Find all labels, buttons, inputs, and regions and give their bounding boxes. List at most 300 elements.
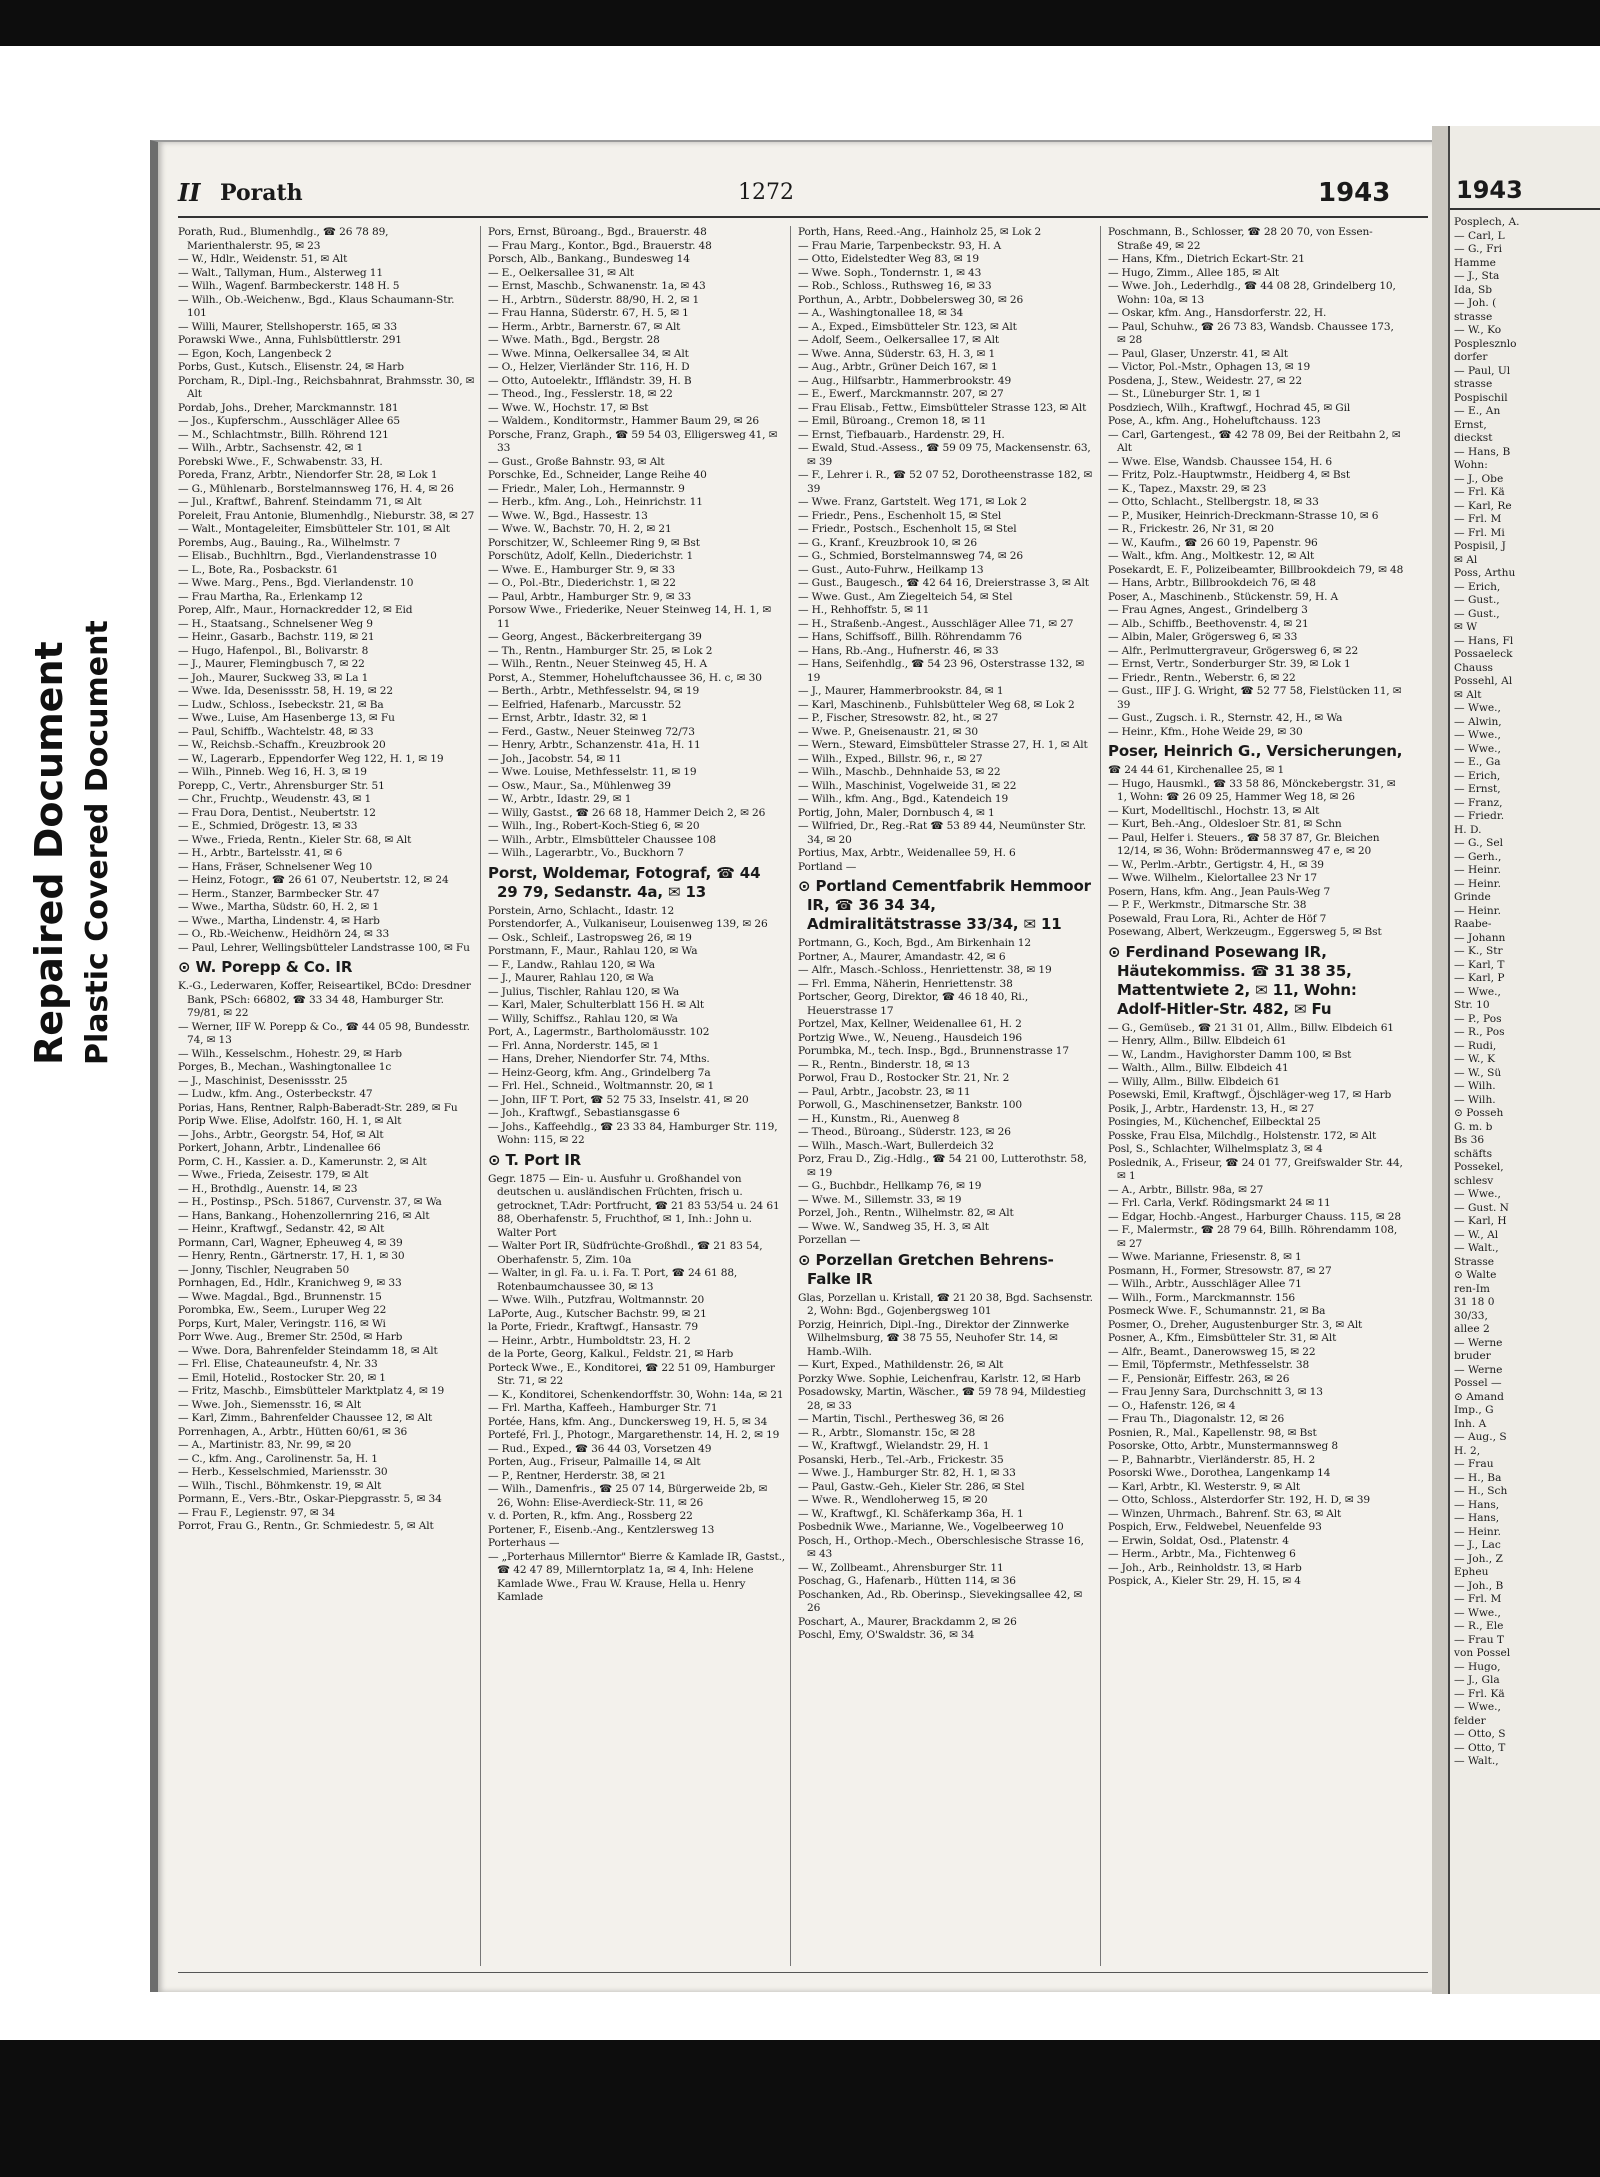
directory-entry: Posdziech, Wilh., Kraftwgf., Hochrad 45, ✉ Gil bbox=[1108, 401, 1351, 414]
facing-entry-fragment: — W., K bbox=[1454, 1053, 1496, 1065]
directory-entry: — Friedr., Maler, Loh., Hermannstr. 9 bbox=[488, 482, 685, 495]
directory-entry: Porwol, Frau D., Rostocker Str. 21, Nr. 2 bbox=[798, 1072, 1010, 1084]
facing-entry-fragment: von Possel bbox=[1454, 1647, 1511, 1659]
directory-entry: — Herb., Kesselschmied, Mariensstr. 30 bbox=[178, 1466, 388, 1478]
directory-entry: Porath, Rud., Blumenhdlg., ☎ 26 78 89, Marienthalerstr. 95, ✉ 23 bbox=[178, 226, 389, 252]
directory-entry: — Oskar, kfm. Ang., Hansdorferstr. 22, H. bbox=[1108, 307, 1327, 319]
directory-entry: de la Porte, Georg, Kalkul., Feldstr. 21, ✉ Harb bbox=[488, 1348, 734, 1360]
facing-entry-fragment: — R., Ele bbox=[1454, 1620, 1504, 1632]
directory-entry: — Walter, in gl. Fa. u. i. Fa. T. Port, ☎ 24 61 88, Rotenbaumchaussee 30, ✉ 13 bbox=[488, 1267, 738, 1293]
directory-entry: — Victor, Pol.-Mstr., Ophagen 13, ✉ 19 bbox=[1108, 361, 1311, 373]
page-edge bbox=[1432, 126, 1448, 1994]
directory-entry: — Herm., Arbtr., Ma., Fichtenweg 6 bbox=[1108, 1548, 1296, 1560]
facing-entry-fragment: Poss, Arthu bbox=[1454, 567, 1516, 579]
directory-entry: — Hans, Schiffsoff., Billh. Röhrendamm 76 bbox=[798, 631, 1022, 643]
directory-entry: Porstendorfer, A., Vulkaniseur, Louisenweg 139, ✉ 26 bbox=[488, 918, 768, 930]
directory-entry: — Willy, Gastst., ☎ 26 68 18, Hammer Deich 2, ✉ 26 bbox=[488, 806, 766, 819]
directory-entry: — Joh., Kraftwgf., Sebastiansgasse 6 bbox=[488, 1107, 680, 1119]
directory-entry: — J., Maurer, Hammerbrookstr. 84, ✉ 1 bbox=[798, 685, 1004, 697]
directory-entry: — Frl. Anna, Norderstr. 145, ✉ 1 bbox=[488, 1039, 660, 1052]
directory-entry: — Otto, Eidelstedter Weg 83, ✉ 19 bbox=[798, 253, 979, 265]
directory-entry: Posnien, R., Mal., Kapellenstr. 98, ✉ Bst bbox=[1108, 1426, 1317, 1439]
facing-entry-fragment: Ida, Sb bbox=[1454, 283, 1493, 296]
directory-entry: — Paul, Helfer i. Steuers., ☎ 58 37 87, Gr. Bleichen 12/14, ✉ 36, Wohn: Brödermannsweg 47 e, ✉ 20 bbox=[1108, 831, 1380, 857]
directory-entry: — Wwe. Marianne, Friesenstr. 8, ✉ 1 bbox=[1108, 1251, 1302, 1263]
directory-entry: Porst, A., Stemmer, Hoheluftchaussee 36, H. c, ✉ 30 bbox=[488, 671, 762, 684]
directory-entry: Poreda, Franz, Arbtr., Niendorfer Str. 28, ✉ Lok 1 bbox=[178, 469, 438, 481]
directory-entry: — Frl. Carla, Verkf. Rödingsmarkt 24 ✉ 11 bbox=[1108, 1197, 1331, 1209]
facing-entry-fragment: — Ernst, bbox=[1454, 783, 1501, 795]
directory-entry: — E., Schmied, Drögestr. 13, ✉ 33 bbox=[178, 820, 358, 832]
directory-entry: — St., Lüneburger Str. 1, ✉ 1 bbox=[1108, 388, 1261, 400]
facing-entry-fragment: Strasse bbox=[1454, 1255, 1495, 1268]
directory-entry: Porrot, Frau G., Rentn., Gr. Schmiedestr. 5, ✉ Alt bbox=[178, 1520, 434, 1532]
directory-entry: Porth, Hans, Reed.-Ang., Hainholz 25, ✉ Lok 2 bbox=[798, 226, 1042, 238]
facing-entry-fragment: — Frau bbox=[1454, 1458, 1494, 1470]
facing-entry-fragment: Ernst, bbox=[1454, 418, 1487, 431]
directory-entry: Glas, Porzellan u. Kristall, ☎ 21 20 38, Bgd. Sachsenstr. 2, Wohn: Bgd., Gojenbergsweg 101 bbox=[798, 1291, 1093, 1317]
directory-entry: Posekardt, E. F., Polizeibeamter, Billbrookdeich 79, ✉ 48 bbox=[1108, 563, 1404, 576]
directory-entry: — Walth., Allm., Billw. Elbdeich 41 bbox=[1108, 1062, 1289, 1074]
directory-entry: — Rob., Schloss., Ruthsweg 16, ✉ 33 bbox=[798, 280, 992, 292]
facing-entry-fragment: — P., Pos bbox=[1454, 1012, 1502, 1025]
facing-entry-fragment: Grinde bbox=[1454, 891, 1491, 903]
directory-entry: — Willy, Schiffsz., Rahlau 120, ✉ Wa bbox=[488, 1012, 678, 1025]
directory-entry: — „Porterhaus Millerntor" Bierre & Kamlade IR, Gastst., ☎ 42 47 89, Millerntorplatz 1a, ✉ 4, Inh: Helene Kamlade Wwe., Frau W. Krause, Hella u. Henry Kamlade bbox=[488, 1550, 785, 1603]
facing-entry-fragment: bruder bbox=[1454, 1350, 1491, 1362]
facing-entry-fragment: H. D. bbox=[1454, 823, 1482, 836]
facing-entry-fragment: felder bbox=[1454, 1714, 1486, 1727]
facing-entry-fragment: — Otto, S bbox=[1454, 1728, 1506, 1740]
facing-entry-fragment: — Friedr. bbox=[1454, 810, 1505, 822]
directory-entry: — Willy, Allm., Billw. Elbdeich 61 bbox=[1108, 1075, 1281, 1088]
directory-entry: — K., Konditorei, Schenkendorffstr. 30, Wohn: 14a, ✉ 21 bbox=[488, 1388, 784, 1401]
directory-entry: — Frl. Martha, Kaffeeh., Hamburger Str. 71 bbox=[488, 1402, 718, 1414]
page-header bbox=[178, 178, 1428, 214]
directory-entry: — Emil, Töpfermstr., Methfesselstr. 38 bbox=[1108, 1359, 1310, 1371]
facing-entry-fragment: — Hans, B bbox=[1454, 445, 1511, 458]
facing-entry-fragment: — Frau T bbox=[1454, 1633, 1504, 1646]
directory-entry: — Joh., Arb., Reinholdstr. 13, ✉ Harb bbox=[1108, 1561, 1302, 1574]
directory-advert-heading: Poser, Heinrich G., Versicherungen, bbox=[1108, 742, 1403, 760]
facing-entry-fragment: — Rudi, bbox=[1454, 1039, 1497, 1052]
directory-page bbox=[150, 140, 1443, 1992]
directory-entry: — A., Arbtr., Billstr. 98a, ✉ 27 bbox=[1108, 1183, 1264, 1196]
scan-top-border bbox=[0, 0, 1600, 46]
directory-entry: — Otto, Schloss., Alsterdorfer Str. 192, H. D, ✉ 39 bbox=[1108, 1494, 1370, 1506]
directory-entry: Poschanken, Ad., Rb. Oberinsp., Sievekingsallee 42, ✉ 26 bbox=[798, 1588, 1083, 1614]
facing-entry-fragment: Inh. A bbox=[1454, 1417, 1487, 1430]
directory-entry: — Wilh., Maschb., Dehnhaide 53, ✉ 22 bbox=[798, 766, 1001, 778]
directory-entry: K.-G., Lederwaren, Koffer, Reiseartikel, BCdo: Dresdner Bank, PSch: 66802, ☎ 33 34 48, Hamburger Str. 79/81, ✉ 22 bbox=[178, 980, 471, 1019]
directory-entry: Pordab, Johs., Dreher, Marckmannstr. 181 bbox=[178, 401, 399, 414]
directory-entry: — H., Brothdlg., Auenstr. 14, ✉ 23 bbox=[178, 1182, 358, 1195]
directory-entry: — Frau Dora, Dentist., Neubertstr. 12 bbox=[178, 806, 376, 819]
directory-entry: — A., Martinistr. 83, Nr. 99, ✉ 20 bbox=[178, 1439, 352, 1451]
directory-entry: Porm, C. H., Kassier. a. D., Kamerunstr. 2, ✉ Alt bbox=[178, 1155, 427, 1168]
directory-entry: Porterhaus — bbox=[488, 1537, 560, 1549]
footer-rule bbox=[178, 1972, 1428, 1973]
directory-entry: — Albin, Maler, Grögersweg 6, ✉ 33 bbox=[1108, 631, 1298, 643]
directory-entry: — Erwin, Soldat, Osd., Platenstr. 4 bbox=[1108, 1534, 1289, 1547]
directory-entry: — Hans, Kfm., Dietrich Eckart-Str. 21 bbox=[1108, 253, 1305, 265]
facing-entry-fragment: Possaeleck bbox=[1454, 648, 1513, 660]
column-4 bbox=[1108, 226, 1405, 1966]
directory-entry: — Eelfried, Hafenarb., Marcusstr. 52 bbox=[488, 698, 682, 711]
directory-entry: — Wilh., Rentn., Neuer Steinweg 45, H. A bbox=[488, 658, 707, 670]
directory-entry: — Heinz, Fotogr., ☎ 26 61 07, Neubertstr. 12, ✉ 24 bbox=[178, 874, 449, 886]
directory-entry: — Kurt, Exped., Mathildenstr. 26, ✉ Alt bbox=[798, 1359, 1004, 1371]
facing-entry-fragment: dorfer bbox=[1454, 351, 1488, 363]
directory-entry: Posern, Hans, kfm. Ang., Jean Pauls-Weg 7 bbox=[1108, 885, 1331, 898]
facing-entry-fragment: — Wilh. bbox=[1454, 1093, 1496, 1106]
directory-entry: — C., kfm. Ang., Carolinenstr. 5a, H. 1 bbox=[178, 1452, 378, 1465]
facing-entry-fragment: — K., Str bbox=[1454, 945, 1503, 957]
facing-entry-fragment: — Wwe., bbox=[1454, 985, 1501, 998]
directory-entry: — Gust., Auto-Fuhrw., Heilkamp 13 bbox=[798, 563, 984, 576]
directory-entry: — Wwe. W., Bachstr. 70, H. 2, ✉ 21 bbox=[488, 523, 672, 535]
directory-entry: — Wwe. Louise, Methfesselstr. 11, ✉ 19 bbox=[488, 766, 697, 778]
directory-entry: — Wwe. M., Sillemstr. 33, ✉ 19 bbox=[798, 1193, 962, 1206]
page-number: 1272 bbox=[738, 180, 794, 205]
directory-entry: — O., Hafenstr. 126, ✉ 4 bbox=[1108, 1399, 1236, 1412]
directory-entry: Porps, Kurt, Maler, Veringstr. 116, ✉ Wi bbox=[178, 1317, 386, 1330]
directory-entry: Posdena, J., Stew., Weidestr. 27, ✉ 22 bbox=[1108, 374, 1302, 387]
facing-entry-fragment: — Frl. Kä bbox=[1454, 486, 1505, 498]
facing-entry-fragment: ✉ W bbox=[1454, 621, 1478, 633]
directory-entry: Porbs, Gust., Kutsch., Elisenstr. 24, ✉ Harb bbox=[178, 361, 404, 373]
directory-entry: — Frl. Emma, Näherin, Henriettenstr. 38 bbox=[798, 977, 1013, 990]
directory-entry: Portzel, Max, Kellner, Weidenallee 61, H. 2 bbox=[798, 1018, 1022, 1030]
facing-entry-fragment: H. 2, bbox=[1454, 1444, 1481, 1457]
directory-entry: — Wilh., Wagenf. Barmbeckerstr. 148 H. 5 bbox=[178, 280, 400, 292]
directory-entry: — Ernst, Maschb., Schwanenstr. 1a, ✉ 43 bbox=[488, 280, 706, 292]
directory-entry: — Martin, Tischl., Perthesweg 36, ✉ 26 bbox=[798, 1413, 1005, 1425]
facing-entry-fragment: — Wwe., bbox=[1454, 1606, 1501, 1619]
directory-entry: — Theod., Ing., Fesslerstr. 18, ✉ 22 bbox=[488, 388, 673, 400]
directory-entry: — Wilh., Arbtr., Elmsbütteler Chaussee 108 bbox=[488, 833, 716, 846]
directory-entry: — Wwe. Ida, Desenissstr. 58, H. 19, ✉ 22 bbox=[178, 685, 393, 697]
directory-entry: — Wilh., Maschinist, Vogelweide 31, ✉ 22 bbox=[798, 779, 1017, 792]
facing-entry-fragment: — Karl, H bbox=[1454, 1215, 1507, 1227]
directory-entry: — W., Arbtr., Idastr. 29, ✉ 1 bbox=[488, 793, 632, 805]
directory-entry: — Frau Marg., Kontor., Bgd., Brauerstr. 48 bbox=[488, 239, 712, 252]
directory-entry: — O., Rb.-Weichenw., Heidhörn 24, ✉ 33 bbox=[178, 928, 390, 940]
facing-entry-fragment: Possehl, Al bbox=[1454, 675, 1513, 687]
directory-entry: — Paul, Lehrer, Wellingsbütteler Landstrasse 100, ✉ Fu bbox=[178, 941, 470, 954]
directory-entry: Porawski Wwe., Anna, Fuhlsbüttlerstr. 291 bbox=[178, 334, 402, 346]
directory-entry: — Wwe. P., Gneisenaustr. 21, ✉ 30 bbox=[798, 725, 978, 738]
directory-entry: — Herb., kfm. Ang., Loh., Heinrichstr. 11 bbox=[488, 496, 703, 508]
directory-entry: Portener, F., Eisenb.-Ang., Kentzlersweg 13 bbox=[488, 1523, 715, 1536]
directory-entry: Port, A., Lagermstr., Bartholomäusstr. 102 bbox=[488, 1026, 710, 1038]
directory-entry: Portner, A., Maurer, Amandastr. 42, ✉ 6 bbox=[798, 950, 1006, 963]
facing-entry-fragment: — Wwe., bbox=[1454, 742, 1501, 755]
directory-entry: — Berth., Arbtr., Methfesselstr. 94, ✉ 19 bbox=[488, 685, 700, 697]
directory-entry: — J., Maurer, Rahlau 120, ✉ Wa bbox=[488, 972, 654, 984]
directory-entry: Porstein, Arno, Schlacht., Idastr. 12 bbox=[488, 904, 675, 917]
facing-entry-fragment: Imp., G bbox=[1454, 1404, 1494, 1416]
directory-entry: — Wwe. W., Bgd., Hassestr. 13 bbox=[488, 509, 648, 522]
directory-advert-heading: ⊙ Ferdinand Posewang IR, Häutekommiss. ☎ 31 38 35, Mattentwiete 2, ✉ 11, Wohn: Adolf-Hitler-Str. 482, ✉ Fu bbox=[1108, 942, 1357, 1018]
facing-entry-fragment: — Gerh., bbox=[1454, 850, 1502, 863]
directory-entry: — Walter Port IR, Südfrüchte-Großhdl., ☎ 21 83 54, Oberhafenstr. 5, Zim. 10a bbox=[488, 1240, 763, 1266]
directory-entry: — Wern., Steward, Eimsbütteler Strasse 27, H. 1, ✉ Alt bbox=[798, 739, 1088, 751]
facing-entry-fragment: — J., Lac bbox=[1454, 1539, 1501, 1551]
facing-entry-fragment: — W., Sü bbox=[1454, 1066, 1502, 1079]
facing-entry-fragment: — Joh., Z bbox=[1454, 1552, 1503, 1565]
directory-entry: Porzellan — bbox=[798, 1234, 861, 1246]
facing-entry-fragment: — Frl. Mi bbox=[1454, 526, 1505, 539]
directory-entry: Porebski Wwe., F., Schwabenstr. 33, H. bbox=[178, 455, 383, 468]
facing-entry-fragment: — Wilh. bbox=[1454, 1080, 1496, 1092]
directory-entry: — Julius, Tischler, Rahlau 120, ✉ Wa bbox=[488, 985, 680, 998]
directory-entry: — Wilh., Tischl., Böhmkenstr. 19, ✉ Alt bbox=[178, 1479, 382, 1492]
directory-entry: — Wwe., Luise, Am Hasenberge 13, ✉ Fu bbox=[178, 712, 395, 724]
facing-entry-fragment: — Hans, bbox=[1454, 1498, 1500, 1511]
directory-entry: Porias, Hans, Rentner, Ralph-Baberadt-Str. 289, ✉ Fu bbox=[178, 1101, 458, 1114]
directory-entry: — Hans, Arbtr., Billbrookdeich 76, ✉ 48 bbox=[1108, 577, 1316, 589]
facing-entry-fragment: Pospisil, J bbox=[1454, 540, 1506, 552]
directory-entry: — Paul, Schuhw., ☎ 26 73 83, Wandsb. Chaussee 173, ✉ 28 bbox=[1108, 320, 1394, 346]
directory-entry: Poschag, G., Hafenarb., Hütten 114, ✉ 36 bbox=[798, 1575, 1016, 1587]
directory-entry: — Osk., Schleif., Lastropsweg 26, ✉ 19 bbox=[488, 931, 692, 944]
facing-entry-fragment: — Frl. M bbox=[1454, 1593, 1502, 1605]
directory-entry: — F., Pensionär, Eiffestr. 263, ✉ 26 bbox=[1108, 1372, 1290, 1385]
directory-entry: Pospick, A., Kieler Str. 29, H. 15, ✉ 4 bbox=[1108, 1575, 1301, 1587]
directory-entry: — Ernst, Vertr., Sonderburger Str. 39, ✉ Lok 1 bbox=[1108, 658, 1351, 670]
directory-entry: — Friedr., Postsch., Eschenholt 15, ✉ Stel bbox=[798, 523, 1017, 535]
directory-entry: — Alfr., Beamt., Danerowsweg 15, ✉ 22 bbox=[1108, 1345, 1316, 1358]
directory-entry: — Frau Marie, Tarpenbeckstr. 93, H. A bbox=[798, 239, 1002, 252]
facing-entry-fragment: — Erich, bbox=[1454, 580, 1501, 593]
facing-entry-fragment: — Werne bbox=[1454, 1336, 1503, 1349]
facing-entry-fragment: — W., Al bbox=[1454, 1228, 1499, 1241]
directory-entry: — Herm., Arbtr., Barnerstr. 67, ✉ Alt bbox=[488, 320, 681, 333]
directory-entry: — Hugo, Hafenpol., Bl., Bolivarstr. 8 bbox=[178, 644, 369, 657]
directory-entry: — W., Landm., Havighorster Damm 100, ✉ Bst bbox=[1108, 1048, 1352, 1061]
directory-entry: — Edgar, Hochb.-Angest., Harburger Chauss. 115, ✉ 28 bbox=[1108, 1210, 1401, 1223]
directory-entry: Porz, Frau D., Zig.-Hdlg., ☎ 54 21 00, Lutterothstr. 58, ✉ 19 bbox=[798, 1153, 1087, 1179]
facing-entry-fragment: — Johann bbox=[1454, 931, 1506, 944]
directory-entry: — Wilh., Kesselschm., Hohestr. 29, ✉ Harb bbox=[178, 1047, 402, 1060]
directory-entry: Portig, John, Maler, Dornbusch 4, ✉ 1 bbox=[798, 806, 995, 819]
facing-entry-fragment: — G., Fri bbox=[1454, 243, 1502, 255]
directory-entry: — Wwe. Magdal., Bgd., Brunnenstr. 15 bbox=[178, 1290, 382, 1303]
facing-entry-fragment: 30/33, bbox=[1454, 1309, 1488, 1322]
directory-entry: — Wwe. Marg., Pens., Bgd. Vierlandenstr. 10 bbox=[178, 577, 414, 589]
column-divider bbox=[1100, 226, 1101, 1966]
facing-entry-fragment: — E., An bbox=[1454, 405, 1501, 417]
directory-entry: — Paul, Schiffb., Wachtelstr. 48, ✉ 33 bbox=[178, 725, 374, 738]
directory-entry: — Wilh., Masch.-Wart, Bullerdeich 32 bbox=[798, 1139, 994, 1152]
directory-entry: — A., Washingtonallee 18, ✉ 34 bbox=[798, 307, 964, 319]
directory-entry: Portefé, Frl. J., Photogr., Margarethenstr. 14, H. 2, ✉ 19 bbox=[488, 1429, 780, 1441]
facing-entry-fragment: strasse bbox=[1454, 378, 1493, 390]
directory-entry: — G., Schmied, Borstelmannsweg 74, ✉ 26 bbox=[798, 550, 1023, 562]
directory-entry: Portée, Hans, kfm. Ang., Dunckersweg 19, H. 5, ✉ 34 bbox=[488, 1415, 768, 1428]
directory-entry: — Joh., Maurer, Suckweg 33, ✉ La 1 bbox=[178, 671, 369, 684]
facing-entry-fragment: — Heinr. bbox=[1454, 864, 1501, 876]
facing-entry-fragment: — Alwin, bbox=[1454, 715, 1502, 728]
directory-entry: Portland — bbox=[798, 860, 857, 873]
facing-entry-fragment: — Joh. ( bbox=[1454, 297, 1497, 309]
directory-entry: Posmann, H., Former, Stresowstr. 87, ✉ 27 bbox=[1108, 1264, 1332, 1277]
directory-entry: — Frau Th., Diagonalstr. 12, ✉ 26 bbox=[1108, 1413, 1285, 1425]
directory-entry: Porschütz, Adolf, Kelln., Diederichstr. 1 bbox=[488, 550, 694, 562]
directory-entry: — Werner, IIF W. Porepp & Co., ☎ 44 05 98, Bundesstr. 74, ✉ 13 bbox=[178, 1020, 470, 1046]
directory-entry: — Frau Jenny Sara, Durchschnitt 3, ✉ 13 bbox=[1108, 1386, 1323, 1398]
facing-entry-fragment: — Joh., B bbox=[1454, 1579, 1504, 1592]
directory-entry: — J., Maurer, Flemingbusch 7, ✉ 22 bbox=[178, 658, 365, 670]
directory-entry: Poreleit, Frau Antonie, Blumenhdlg., Nieburstr. 38, ✉ 27 bbox=[178, 509, 475, 522]
directory-entry: — Karl, Maschinenb., Fuhlsbütteler Weg 68, ✉ Lok 2 bbox=[798, 698, 1075, 711]
directory-entry: — Wilh., Ing., Robert-Koch-Stieg 6, ✉ 20 bbox=[488, 820, 700, 832]
directory-entry: ☎ 24 44 61, Kirchenallee 25, ✉ 1 bbox=[1108, 764, 1285, 776]
facing-entry-fragment: — Hugo, bbox=[1454, 1660, 1501, 1673]
facing-entry-fragment: — Wwe., bbox=[1454, 1188, 1501, 1200]
directory-entry: — Gust., IIF J. G. Wright, ☎ 52 77 58, Fielstücken 11, ✉ 39 bbox=[1108, 685, 1402, 711]
directory-entry: — Egon, Koch, Langenbeck 2 bbox=[178, 347, 332, 360]
directory-entry: — Wwe. Else, Wandsb. Chaussee 154, H. 6 bbox=[1108, 455, 1332, 468]
directory-entry: Posadowsky, Martin, Wäscher., ☎ 59 78 94, Mildestieg 28, ✉ 33 bbox=[798, 1386, 1086, 1412]
directory-entry: Portzig Wwe., W., Neueng., Hausdeich 196 bbox=[798, 1031, 1022, 1044]
directory-entry: — Wwe., Martha, Südstr. 60, H. 2, ✉ 1 bbox=[178, 901, 379, 913]
directory-entry: Posske, Frau Elsa, Milchdlg., Holstenstr. 172, ✉ Alt bbox=[1108, 1129, 1377, 1142]
running-head: Porath bbox=[220, 180, 303, 206]
facing-entry-fragment: ⊙ Amand bbox=[1454, 1390, 1504, 1403]
directory-entry: — Wwe. Anna, Süderstr. 63, H. 3, ✉ 1 bbox=[798, 347, 996, 360]
facing-entry-fragment: — Frl. Kä bbox=[1454, 1687, 1505, 1700]
facing-entry-fragment: schäfts bbox=[1454, 1147, 1493, 1160]
facing-entry-fragment: 31 18 0 bbox=[1454, 1296, 1495, 1308]
directory-entry: Posmeck Wwe. F., Schumannstr. 21, ✉ Ba bbox=[1108, 1305, 1326, 1317]
facing-entry-fragment: — Karl, Re bbox=[1454, 499, 1512, 512]
directory-entry: — Heinz-Georg, kfm. Ang., Grindelberg 7a bbox=[488, 1066, 711, 1079]
directory-entry: Portius, Max, Arbtr., Weidenallee 59, H. 6 bbox=[798, 847, 1016, 859]
facing-entry-fragment: Posplesznlo bbox=[1454, 337, 1517, 350]
directory-entry: — Paul, Arbtr., Jacobstr. 23, ✉ 11 bbox=[798, 1085, 971, 1098]
directory-entry: — W., Zollbeamt., Ahrensburger Str. 11 bbox=[798, 1561, 1004, 1574]
directory-entry: Posorske, Otto, Arbtr., Munstermannsweg 8 bbox=[1108, 1440, 1338, 1452]
directory-entry: Pormann, Carl, Wagner, Epheuweg 4, ✉ 39 bbox=[178, 1236, 403, 1249]
directory-entry: — Emil, Büroang., Cremon 18, ✉ 11 bbox=[798, 415, 987, 427]
directory-entry: — Walt., Montageleiter, Eimsbütteler Str. 101, ✉ Alt bbox=[178, 523, 450, 535]
facing-entry-fragment: Posplech, A. bbox=[1454, 216, 1520, 228]
directory-entry: Porkert, Johann, Arbtr., Lindenallee 66 bbox=[178, 1142, 381, 1154]
directory-entry: Posl, S., Schlachter, Wilhelmsplatz 3, ✉ 4 bbox=[1108, 1143, 1323, 1155]
column-divider bbox=[480, 226, 481, 1966]
directory-entry: — H., Arbtrn., Süderstr. 88/90, H. 2, ✉ 1 bbox=[488, 293, 700, 306]
directory-entry: — Carl, Gartengest., ☎ 42 78 09, Bei der Reitbahn 2, ✉ Alt bbox=[1108, 428, 1401, 454]
directory-entry: Poschart, A., Maurer, Brackdamm 2, ✉ 26 bbox=[798, 1615, 1017, 1628]
directory-entry: — Paul, Glaser, Unzerstr. 41, ✉ Alt bbox=[1108, 347, 1288, 360]
directory-entry: Posmer, O., Dreher, Augustenburger Str. 3, ✉ Alt bbox=[1108, 1318, 1363, 1331]
directory-entry: — W., Lagerarb., Eppendorfer Weg 122, H. 1, ✉ 19 bbox=[178, 752, 444, 765]
directory-entry: — Wwe. Gust., Am Ziegelteich 54, ✉ Stel bbox=[798, 590, 1013, 603]
directory-entry: — H., Staatsang., Schnelsener Weg 9 bbox=[178, 617, 373, 630]
directory-entry: — Wwe. E., Hamburger Str. 9, ✉ 33 bbox=[488, 563, 675, 576]
facing-entry-fragment: Possel — bbox=[1454, 1377, 1502, 1389]
directory-entry: — R., Arbtr., Slomanstr. 15c, ✉ 28 bbox=[798, 1426, 976, 1439]
directory-entry: — H., Arbtr., Bartelsstr. 41, ✉ 6 bbox=[178, 847, 343, 859]
directory-entry: — Emil, Hotelid., Rostocker Str. 20, ✉ 1 bbox=[178, 1371, 386, 1384]
directory-entry: — W., Reichsb.-Schaffn., Kreuzbrook 20 bbox=[178, 739, 386, 751]
directory-entry: — Frau F., Legienstr. 97, ✉ 34 bbox=[178, 1506, 336, 1519]
facing-entry-fragment: Epheu bbox=[1454, 1566, 1489, 1578]
facing-entry-fragment: Raabe- bbox=[1454, 918, 1492, 930]
facing-entry-fragment: — J., Gla bbox=[1454, 1674, 1500, 1686]
facing-entry-fragment: — Karl, T bbox=[1454, 958, 1505, 971]
directory-entry: — E., Oelkersallee 31, ✉ Alt bbox=[488, 266, 634, 279]
directory-entry: Portscher, Georg, Direktor, ☎ 46 18 40, Ri., Heuerstrasse 17 bbox=[798, 991, 1029, 1017]
directory-entry: — Wwe. Joh., Lederhdlg., ☎ 44 08 28, Grindelberg 10, Wohn: 10a, ✉ 13 bbox=[1108, 280, 1396, 306]
directory-entry: Porschke, Ed., Schneider, Lange Reihe 40 bbox=[488, 469, 707, 481]
edition-year: 1943 bbox=[1318, 178, 1391, 208]
directory-entry: — Aug., Arbtr., Grüner Deich 167, ✉ 1 bbox=[798, 361, 998, 373]
facing-entry-fragment: ⊙ Posseh bbox=[1454, 1107, 1504, 1119]
facing-entry-fragment: — J., Obe bbox=[1454, 472, 1504, 485]
directory-entry: Porstmann, F., Maur., Rahlau 120, ✉ Wa bbox=[488, 945, 698, 957]
directory-entry: — Wwe. Dora, Bahrenfelder Steindamm 18, ✉ Alt bbox=[178, 1344, 438, 1357]
directory-entry: — Frl. Elise, Chateauneufstr. 4, Nr. 33 bbox=[178, 1358, 378, 1370]
facing-entry-fragment: strasse bbox=[1454, 310, 1493, 323]
directory-entry: — Elisab., Buchhltrn., Bgd., Vierlandenstrasse 10 bbox=[178, 550, 437, 562]
directory-entry: — Wwe. Minna, Oelkersallee 34, ✉ Alt bbox=[488, 347, 689, 360]
directory-entry: — Otto, Schlacht., Stellbergstr. 18, ✉ 33 bbox=[1108, 496, 1319, 508]
directory-entry: Porschitzer, W., Schleemer Ring 9, ✉ Bst bbox=[488, 536, 700, 549]
directory-entry: Porzig, Heinrich, Dipl.-Ing., Direktor der Zinnwerke Wilhelmsburg, ☎ 38 75 55, Neuhofer Str. 14, ✉ Hamb.-Wilh. bbox=[798, 1318, 1070, 1358]
directory-entry: — Henry, Rentn., Gärtnerstr. 17, H. 1, ✉ 30 bbox=[178, 1250, 405, 1262]
directory-entry: — Walt., kfm. Ang., Moltkestr. 12, ✉ Alt bbox=[1108, 550, 1315, 562]
directory-entry: Porten, Aug., Friseur, Palmaille 14, ✉ Alt bbox=[488, 1456, 701, 1468]
directory-entry: — Karl, Zimm., Bahrenfelder Chaussee 12, ✉ Alt bbox=[178, 1412, 433, 1424]
directory-entry: — Adolf, Seem., Oelkersallee 17, ✉ Alt bbox=[798, 334, 999, 346]
directory-entry: — H., Kunstm., Ri., Auenweg 8 bbox=[798, 1112, 960, 1125]
directory-entry: — Herm., Stanzer, Barmbecker Str. 47 bbox=[178, 887, 380, 900]
directory-entry: Porr Wwe. Aug., Bremer Str. 250d, ✉ Harb bbox=[178, 1331, 403, 1343]
directory-entry: — Wwe. Wilhelm., Kielortallee 23 Nr 17 bbox=[1108, 872, 1318, 884]
directory-entry: — Frl. Hel., Schneid., Woltmannstr. 20, ✉ 1 bbox=[488, 1080, 715, 1092]
directory-entry: — Aug., Hilfsarbtr., Hammerbrookstr. 49 bbox=[798, 374, 1012, 387]
facing-entry-fragment: — Carl, L bbox=[1454, 229, 1505, 242]
directory-entry: — Th., Rentn., Hamburger Str. 25, ✉ Lok 2 bbox=[488, 644, 713, 657]
directory-entry: — Wilh., Lagerarbtr., Vo., Buckhorn 7 bbox=[488, 847, 684, 859]
directory-advert-heading: ⊙ Portland Cementfabrik Hemmoor IR, ☎ 36 34 34, Admiralitätstrasse 33/34, ✉ 11 bbox=[798, 877, 1091, 933]
directory-entry: — R., Frickestr. 26, Nr 31, ✉ 20 bbox=[1108, 523, 1274, 535]
directory-entry: — Hans, Bankang., Hohenzollernring 216, ✉ Alt bbox=[178, 1209, 430, 1222]
facing-entry-fragment: Pospischil bbox=[1454, 391, 1508, 404]
facing-entry-fragment: — Frl. M bbox=[1454, 513, 1502, 525]
directory-entry: — Kurt, Modelltischl., Hochstr. 13, ✉ Alt bbox=[1108, 804, 1320, 817]
directory-entry: — Wilh., Arbtr., Sachsenstr. 42, ✉ 1 bbox=[178, 442, 364, 454]
directory-entry: — P., Fischer, Stresowstr. 82, ht., ✉ 27 bbox=[798, 712, 999, 724]
directory-entry: Porcham, R., Dipl.-Ing., Reichsbahnrat, Brahmsstr. 30, ✉ Alt bbox=[178, 374, 475, 400]
facing-entry-fragment: Possekel, bbox=[1454, 1161, 1504, 1173]
directory-entry: — A., Exped., Eimsbütteler Str. 123, ✉ Alt bbox=[798, 320, 1017, 333]
directory-entry: Porteck Wwe., E., Konditorei, ☎ 22 51 09, Hamburger Str. 71, ✉ 22 bbox=[488, 1361, 775, 1387]
directory-entry: Porip Wwe. Elise, Adolfstr. 160, H. 1, ✉ Alt bbox=[178, 1115, 402, 1127]
directory-entry: — Gust., Baugesch., ☎ 42 64 16, Dreierstrasse 3, ✉ Alt bbox=[798, 577, 1089, 589]
directory-entry: Posbednik Wwe., Marianne, We., Vogelbeerweg 10 bbox=[798, 1521, 1064, 1533]
facing-entry-fragment: — W., Ko bbox=[1454, 324, 1502, 336]
directory-entry: la Porte, Friedr., Kraftwgf., Hansastr. 79 bbox=[488, 1321, 698, 1333]
directory-entry: — W., Kraftwgf., Kl. Schäferkamp 36a, H. 1 bbox=[798, 1507, 1024, 1520]
directory-entry: — Henry, Allm., Billw. Elbdeich 61 bbox=[1108, 1035, 1287, 1047]
directory-entry: — Alfr., Masch.-Schloss., Henriettenstr. 38, ✉ 19 bbox=[798, 964, 1052, 976]
sticker-title: Repaired Document bbox=[27, 641, 71, 1065]
directory-entry: — W., Perlm.-Arbtr., Gertigstr. 4, H., ✉ 39 bbox=[1108, 858, 1324, 871]
